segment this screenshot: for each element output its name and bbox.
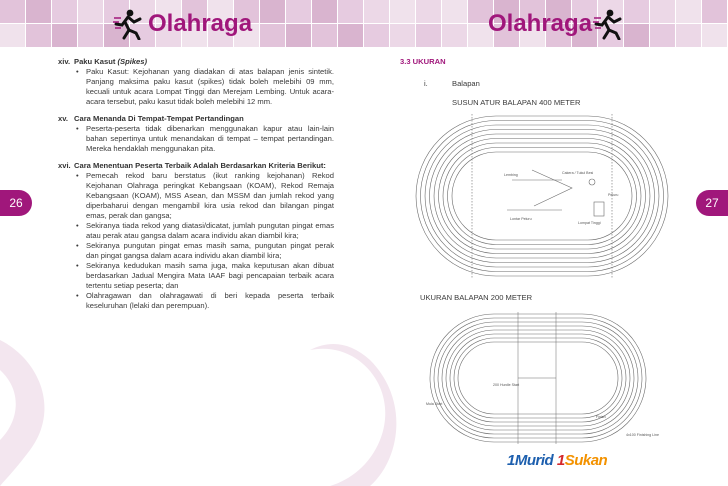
logo-part: 1 [507,452,515,469]
header-tile [26,0,52,24]
header-tile [286,0,312,24]
runner-icon-left [112,8,144,40]
header-tile [26,24,52,48]
header-band [0,0,728,48]
header-title-left: Olahraga [148,10,253,37]
bullet-item: • Sekiranya kedudukan masih sama juga, maka keputusan akan dibuat berdasarkan Jadual Mengira Mata IAAF bagi pencapaian terbaik acara tertentu setiap peserta; dan [76,261,334,291]
header-tile [442,24,468,48]
header-tile [0,24,26,48]
track-lane-line [425,125,659,267]
header-tile [364,0,390,24]
diagram-label: Mula Start [426,402,443,406]
header-tile [78,24,104,48]
header-tile [702,24,728,48]
header-title-right: Olahraga [488,10,593,37]
section-peserta-terbaik [58,161,334,311]
header-tile [338,0,364,24]
diagram-label: Finish [596,415,606,419]
item-number: i. [424,79,428,88]
header-tile [650,24,676,48]
diagram-label: Lompat Tinggi [578,221,601,225]
header-tile [390,0,416,24]
header-tile [442,0,468,24]
bullet-item: • Pemecah rekod baru berstatus (ikut ranking kejohanan) Rekod Kejohanan Olahraga peringkat Kebangsaan (KOAM), Rekod Remaja Kebangsaan (KOAM), MSS Asean, dan MSSM dan jumlah rekod yang diperbaharui dengan mengambil kira usia rekod dan bilangan pingat emas, perak dan gangsa; [76,171,334,221]
decorative-swirl-center [300,330,410,486]
ukuran-heading: 3.3 UKURAN [400,57,446,66]
header-tile [390,24,416,48]
header-tile [650,0,676,24]
section-heading [58,57,334,67]
logo-part: 1 [556,452,565,469]
header-tile [78,0,104,24]
section-number: xiv. [58,57,71,66]
header-tile [702,0,728,24]
section-cara-menanda [58,114,334,154]
subtitle-400m: SUSUN ATUR BALAPAN 400 METER [452,98,581,107]
bullet-item: • Sekiranya tiada rekod yang diatasi/dicatat, jumlah pungutan pingat emas atau perak atau gangsa dalam acara individu akan diambil kira; [76,221,334,241]
logo-part: Sukan [564,452,608,469]
header-tile [416,24,442,48]
bullet-item: • Olahragawan dan olahragawati di beri kepada peserta terbaik keseluruhan (lelaki dan perempuan). [76,291,334,311]
diagram-label: Peluru [608,193,619,197]
item-label: Balapan [452,79,480,88]
diagram-label: 200 Hurdle Start [493,383,520,387]
bullet-item: • Paku Kasut: Kejohanan yang diadakan di atas balapan jenis sintetik. Panjang maksima paku kasut (spikes) tidak boleh melebihi 09 mm, kecuali untuk acara Lompat Tinggi dan Merejam Lembing. Untuk acara-acara tersebut, paku kasut tidak boleh melebihi 12 mm. [76,67,334,107]
section-heading [58,161,334,171]
bullet-item: • Sekiranya pungutan pingat emas masih sama, pungutan pingat perak dan pingat gangsa dalam acara individu akan diambil kira; [76,241,334,261]
header-tile [312,24,338,48]
bullet-item: • Peserta-peserta tidak dibenarkan menggunakan kapur atau lain-lain bahan sepertinya untuk menandakan di tempat – tempat pertandingan. Mereka hendaklah menggunakan pita. [76,124,334,154]
header-tile [260,0,286,24]
logo-part: Murid [514,452,554,469]
track-400m-diagram [412,110,672,282]
diagram-label: Lembing [504,173,518,177]
diagram-label: Lontar Peluru [510,217,532,221]
diagram-label: 4x100 Finishing Line [626,433,659,437]
header-tile [676,24,702,48]
section-title: Cara Menentuan Peserta Terbaik Adalah Berdasarkan Kriteria Berikut: [74,161,326,170]
section-title: Paku Kasut [74,57,116,66]
header-tile [676,0,702,24]
decorative-swirl-left [0,300,80,486]
diagram-label: Cakera / Tukul Besi [562,171,594,175]
header-tile [416,0,442,24]
runner-icon-right [592,8,624,40]
page-number-left: 26 [0,190,32,216]
track-200m-diagram [398,310,688,446]
track-lane-line [452,152,632,240]
page-number-right: 27 [696,190,728,216]
header-tile [52,0,78,24]
section-number: xvi. [58,161,71,170]
header-tile [624,0,650,24]
header-tile [364,24,390,48]
track-lane-line [416,116,668,276]
section-paku-kasut [58,57,334,107]
header-tile [338,24,364,48]
section-title: Cara Menanda Di Tempat-Tempat Pertandingan [74,114,244,123]
header-tile [624,24,650,48]
left-page-content [58,57,334,318]
section-number: xv. [58,114,68,123]
1murid-1sukan-logo [507,452,607,469]
header-tile [286,24,312,48]
header-tile [260,24,286,48]
header-tile [312,0,338,24]
track-lane-line [430,130,655,263]
header-tile [52,24,78,48]
section-heading [58,114,334,124]
section-title-extra: (Spikes) [117,57,148,66]
subtitle-200m: UKURAN BALAPAN 200 METER [420,293,533,302]
header-tile [0,0,26,24]
